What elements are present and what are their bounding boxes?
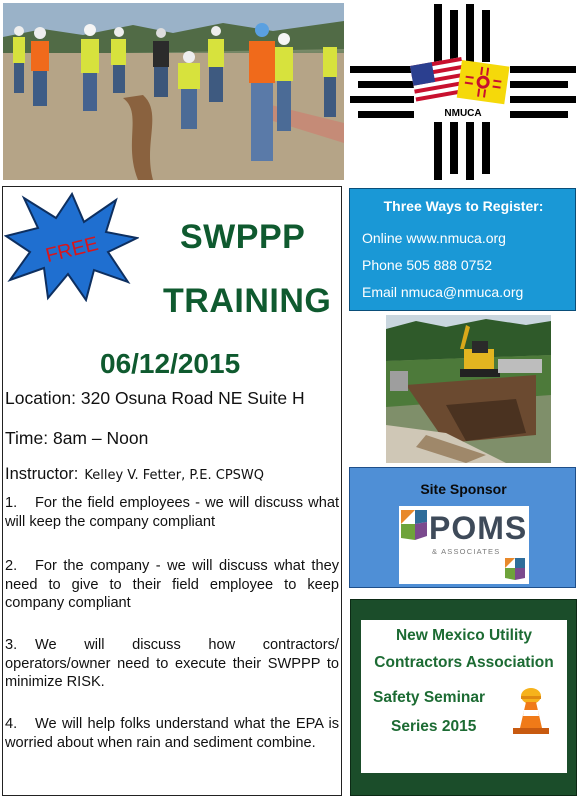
excavation-site-photo	[386, 315, 551, 463]
instructor-name: Kelley V. Fetter, P.E. CPSWQ	[84, 468, 265, 483]
register-online[interactable]: Online www.nmuca.org	[362, 230, 506, 246]
title-line-1: SWPPP	[180, 218, 306, 256]
agenda-item-number: 3.	[5, 637, 18, 653]
event-date: 06/12/2015	[100, 348, 241, 379]
registration-box	[349, 188, 576, 311]
free-badge	[4, 190, 139, 302]
register-phone[interactable]: Phone 505 888 0752	[362, 257, 493, 273]
agenda-item-number: 4.	[5, 716, 18, 732]
agenda-item	[5, 636, 339, 692]
site-sponsor-box	[349, 467, 576, 588]
agenda-item	[5, 557, 339, 613]
crew-scene	[3, 3, 344, 180]
traffic-cone-icon	[509, 686, 551, 736]
sponsor-name: POMS	[429, 510, 528, 546]
agenda-item-text: For the field employees - we will discuss what will keep the company compliant	[5, 495, 339, 530]
sponsor-subtitle: & ASSOCIATES	[432, 547, 501, 556]
poms-mark-icon	[401, 510, 427, 540]
agenda-item	[5, 494, 339, 531]
registration-title: Three Ways to Register:	[383, 198, 544, 214]
agenda-item-number: 2.	[5, 558, 18, 574]
event-time: Time: 8am – Noon	[5, 428, 149, 448]
agenda-item-number: 1.	[5, 495, 18, 511]
poms-corner-mark-icon	[505, 558, 525, 580]
register-email[interactable]: Email nmuca@nmuca.org	[362, 284, 524, 300]
instructor-label: Instructor:	[5, 465, 79, 483]
free-badge-label: FREE	[43, 232, 101, 268]
agenda-item	[5, 715, 339, 752]
event-location: Location: 320 Osuna Road NE Suite H	[5, 388, 305, 408]
seminar-title-line-2: Series 2015	[391, 718, 477, 735]
association-box	[350, 599, 577, 796]
nmuca-zia-logo	[348, 2, 578, 182]
seminar-title-line-1: Safety Seminar	[373, 689, 485, 706]
logo-abbrev: NMUCA	[444, 108, 482, 119]
agenda-item-text: We will discuss how contractors/ operators/owner need to execute their SWPPP to minimize RISK.	[5, 637, 339, 690]
agenda-item-text: We will help folks understand what the EPA is worried about when rain and sediment combine.	[5, 716, 339, 751]
poms-logo	[399, 506, 529, 584]
agenda-item-text: For the company - we will discuss what they need to give to their field employee to keep company compliant	[5, 558, 339, 611]
zia-sun-icon	[348, 2, 578, 182]
association-name-line-2: Contractors Association	[374, 654, 554, 671]
construction-crew-photo	[3, 3, 344, 180]
sponsor-title: Site Sponsor	[420, 481, 507, 497]
starburst-icon	[4, 190, 139, 302]
event-instructor	[5, 463, 264, 484]
excavation-scene	[386, 315, 551, 463]
title-line-2: TRAINING	[163, 282, 332, 320]
association-card	[361, 620, 567, 773]
association-name-line-1: New Mexico Utility	[395, 627, 533, 644]
